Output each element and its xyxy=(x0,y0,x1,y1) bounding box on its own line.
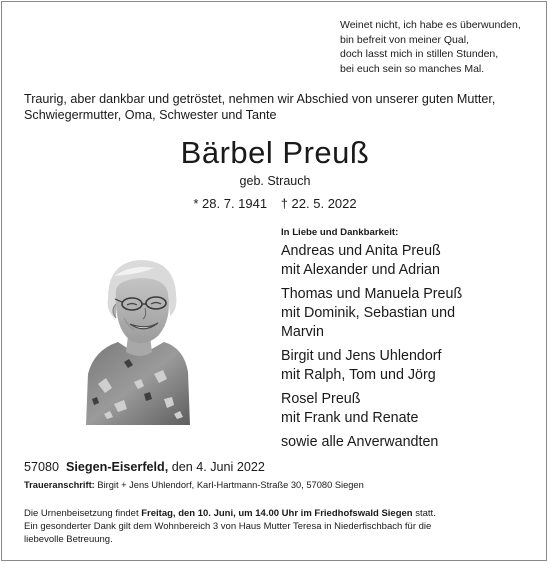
intro-line: Schwiegermutter, Oma, Schwester und Tante xyxy=(24,107,277,122)
address-label: Traueranschrift: xyxy=(24,480,95,490)
notice-text: Die Urnenbeisetzung findet xyxy=(24,508,142,519)
poem xyxy=(340,18,540,76)
family-line: sowie alle Anverwandten xyxy=(281,434,439,450)
family-line: Birgit und Jens Uhlendorf xyxy=(281,348,442,364)
family-line: Thomas und Manuela Preuß xyxy=(281,286,463,302)
zip-code: 57080 xyxy=(24,460,60,474)
family-group xyxy=(281,390,521,428)
death-date: † 22. 5. 2022 xyxy=(280,196,357,211)
poem-line: bin befreit von meiner Qual, xyxy=(340,33,469,46)
funeral-notice xyxy=(24,507,529,546)
intro-text xyxy=(24,92,524,123)
birth-name: geb. Strauch xyxy=(239,174,311,188)
family-line: mit Alexander und Adrian xyxy=(281,262,440,278)
poem-line: doch lasst mich in stillen Stunden, xyxy=(340,48,499,60)
mourners-heading: In Liebe und Dankbarkeit: xyxy=(281,227,399,238)
place-date xyxy=(24,460,265,474)
family-line: mit Ralph, Tom und Jörg xyxy=(281,367,436,383)
life-dates xyxy=(0,196,550,211)
burial-details: Freitag, den 10. Juni, um 14.00 Uhr im Friedhofswald Siegen xyxy=(141,508,413,519)
notice-text: statt. xyxy=(412,508,436,519)
family-group xyxy=(281,285,521,342)
family-line: mit Frank und Renate xyxy=(281,410,419,426)
city: Siegen-Eiserfeld, xyxy=(66,460,169,474)
birth-date: * 28. 7. 1941 xyxy=(193,196,268,211)
poem-line: bei euch sein so manches Mal. xyxy=(340,62,485,75)
portrait-photo xyxy=(84,254,190,425)
family-line: Andreas und Anita Preuß xyxy=(281,243,441,259)
deceased-name: Bärbel Preuß xyxy=(180,135,370,170)
notice-line: Ein gesonderter Dank gilt dem Wohnbereich 3 von Haus Mutter Teresa in Niederfischbach für die xyxy=(24,521,432,532)
address-text: Birgit + Jens Uhlendorf, Karl-Hartmann-Straße 30, 57080 Siegen xyxy=(97,480,364,490)
family-line: Marvin xyxy=(281,324,324,340)
notice-line: liebevolle Betreuung. xyxy=(24,534,113,545)
notice-date: den 4. Juni 2022 xyxy=(171,460,265,474)
family-line: mit Dominik, Sebastian und xyxy=(281,305,456,321)
poem-line: Weinet nicht, ich habe es überwunden, xyxy=(340,19,521,31)
family-group xyxy=(281,242,521,280)
mourning-address xyxy=(24,480,364,490)
family-line: Rosel Preuß xyxy=(281,391,361,407)
intro-line: Traurig, aber dankbar und getröstet, nehmen wir Abschied von unserer guten Mutter, xyxy=(24,92,496,106)
family-group xyxy=(281,433,521,452)
notice-line xyxy=(24,507,529,520)
mourners-list xyxy=(281,226,521,457)
family-group xyxy=(281,347,521,385)
